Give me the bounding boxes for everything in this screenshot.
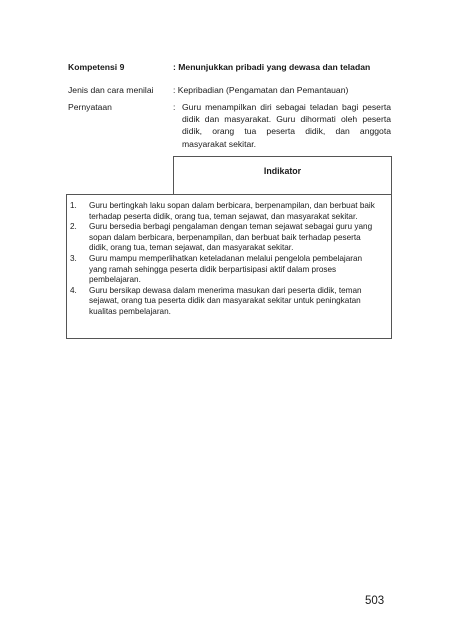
indikator-header [173,156,392,194]
indikator-item [67,222,393,254]
indikator-item-number: 3. [70,253,77,263]
indikator-item-text: Guru bersikap dewasa dalam menerima masukan dari peserta didik, teman sejawat, orang tua peserta didik dan masyarakat sekitar untuk peningkatan kualitas pembelajaran. [89,285,362,316]
pernyataan-label: Pernyataan [68,102,112,112]
indikator-list [67,201,393,318]
indikator-item-number: 2. [70,222,77,232]
indikator-item [67,201,393,222]
indikator-item-number: 1. [70,201,77,210]
pernyataan-colon: : [173,102,176,112]
indikator-item [67,254,393,286]
indikator-item-number: 4. [70,285,77,295]
pernyataan-text: Guru menampilkan diri sebagai teladan bagi peserta didik dan masyarakat. Guru dihormati oleh peserta didik, orang tua peserta didik, dan anggota masyarakat sekitar. [182,102,391,149]
page-number: 503 [365,595,385,607]
indikator-title: Indikator [263,166,302,176]
indikator-item [67,286,393,318]
indikator-item-text: Guru mampu memperlihatkan keteladanan melalui pengelola pembelajaran yang ramah sehingga peserta didik berpartisipasi aktif dalam proses pembelajaran. [89,253,363,285]
jenis-label: Jenis dan cara menilai [68,85,154,95]
indikator-item-text: Guru bertingkah laku sopan dalam berbicara, berpenampilan, dan berbuat baik terhadap peserta didik, orang tua, teman sejawat, dan masyarakat sekitar. [89,201,375,221]
pernyataan-block [173,101,391,150]
jenis-value: : Kepribadian (Pengamatan dan Pemantauan) [173,85,349,95]
kompetensi-value: : Menunjukkan pribadi yang dewasa dan teladan [173,62,371,72]
indikator-item-text: Guru bersedia berbagi pengalaman dengan teman sejawat sebagai guru yang sopan dalam berbicara, berpenampilan, dan berbuat baik terhadap peserta didik, orang tua, teman sejawat, dan masyarakat sekitar. [89,222,373,253]
kompetensi-label: Kompetensi 9 [68,62,125,72]
indikator-box [66,194,392,339]
